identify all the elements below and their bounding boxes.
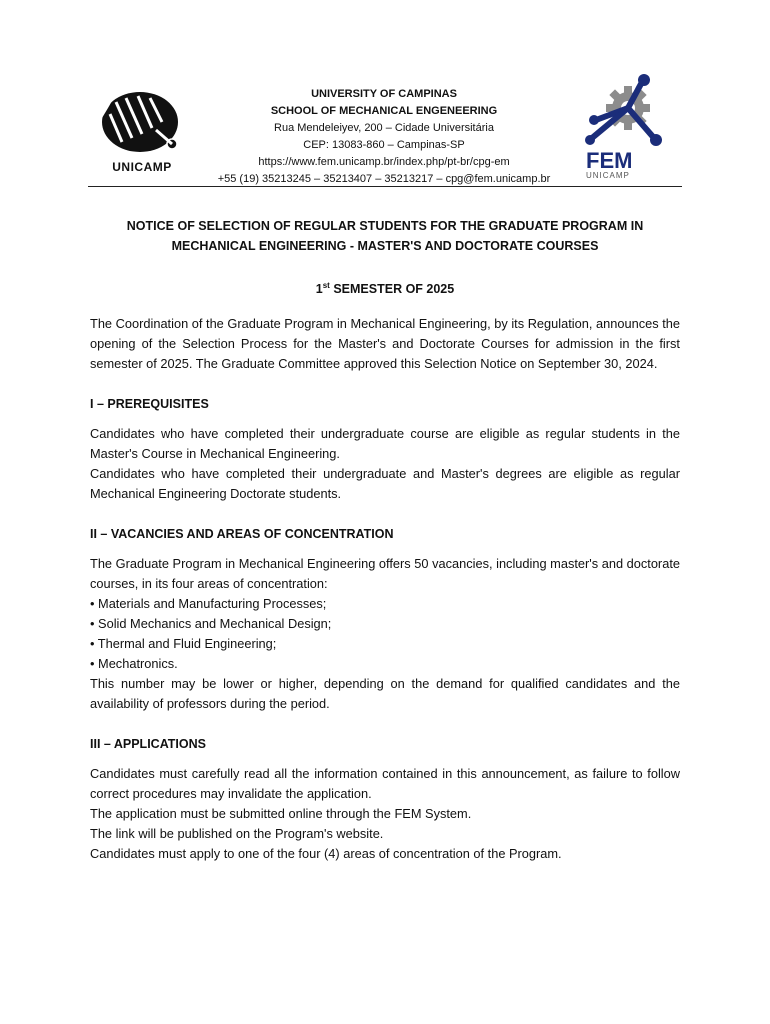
vacancies-note-paragraph: This number may be lower or higher, depending on the demand for qualified candidates and the availability of professors during the period. bbox=[90, 676, 680, 711]
area-bullet: • Mechatronics. bbox=[90, 656, 178, 671]
postal-code-line: CEP: 13083-860 – Campinas-SP bbox=[303, 139, 465, 151]
letterhead bbox=[88, 74, 682, 188]
area-bullet: • Thermal and Fluid Engineering; bbox=[90, 636, 277, 651]
unicamp-emblem-icon bbox=[96, 88, 188, 160]
semester-number: 1 bbox=[315, 282, 323, 297]
section-heading-prerequisites: I – PREREQUISITES bbox=[90, 397, 209, 411]
area-bullet: • Solid Mechanics and Mechanical Design; bbox=[90, 616, 332, 631]
prerequisites-paragraph-2: Candidates who have completed their undergraduate and Master's degrees are eligible as regular Mechanical Engineering Doctorate students. bbox=[90, 466, 680, 501]
address-line: Rua Mendeleiyev, 200 – Cidade Universitária bbox=[274, 122, 494, 134]
section-heading-applications: III – APPLICATIONS bbox=[90, 737, 206, 751]
applications-paragraph-1: Candidates must carefully read all the information contained in this announcement, as failure to follow correct procedures may invalidate the application. bbox=[90, 766, 680, 801]
notice-body bbox=[90, 314, 680, 864]
fem-wordmark: FEM bbox=[586, 148, 633, 173]
prerequisites-paragraph-1: Candidates who have completed their undergraduate course are eligible as regular students in the Master's Course in Mechanical Engineering. bbox=[90, 426, 680, 461]
semester-ordinal-suffix: st bbox=[322, 281, 330, 290]
contact-line: +55 (19) 35213245 – 35213407 – 35213217 – cpg@fem.unicamp.br bbox=[217, 173, 551, 185]
fem-logo bbox=[582, 74, 674, 182]
applications-paragraph-4: Candidates must apply to one of the four (4) areas of concentration of the Program. bbox=[90, 846, 562, 861]
vacancies-paragraph: The Graduate Program in Mechanical Engineering offers 50 vacancies, including master's and doctorate courses, in its four areas of concentration: bbox=[90, 556, 680, 591]
university-name: UNIVERSITY OF CAMPINAS bbox=[311, 88, 457, 100]
header-divider bbox=[88, 186, 682, 187]
unicamp-logo bbox=[96, 88, 196, 174]
fem-sub-wordmark: UNICAMP bbox=[586, 171, 630, 180]
semester-heading bbox=[90, 276, 680, 299]
notice-title-line-2: MECHANICAL ENGINEERING - MASTER'S AND DOCTORATE COURSES bbox=[171, 239, 599, 253]
applications-paragraph-2: The application must be submitted online through the FEM System. bbox=[90, 806, 472, 821]
area-bullet: • Materials and Manufacturing Processes; bbox=[90, 596, 327, 611]
unicamp-wordmark: UNICAMP bbox=[112, 160, 172, 174]
semester-text: SEMESTER OF 2025 bbox=[329, 282, 455, 297]
institution-info bbox=[184, 86, 584, 188]
section-heading-vacancies: II – VACANCIES AND AREAS OF CONCENTRATION bbox=[90, 527, 394, 541]
website-line: https://www.fem.unicamp.br/index.php/pt-br/cpg-em bbox=[258, 156, 510, 168]
notice-title bbox=[90, 216, 680, 256]
notice-title-line-1: NOTICE OF SELECTION OF REGULAR STUDENTS FOR THE GRADUATE PROGRAM IN bbox=[126, 219, 644, 233]
school-name: SCHOOL OF MECHANICAL ENGENEERING bbox=[270, 105, 498, 117]
intro-paragraph: The Coordination of the Graduate Program in Mechanical Engineering, by its Regulation, announces the opening of the Selection Process for the Master's and Doctorate Courses for admission in the first semester of 2025. The Graduate Committee approved this Selection Notice on September 30, 2024. bbox=[90, 316, 680, 371]
fem-emblem-icon bbox=[582, 74, 674, 152]
applications-paragraph-3: The link will be published on the Program's website. bbox=[90, 826, 384, 841]
